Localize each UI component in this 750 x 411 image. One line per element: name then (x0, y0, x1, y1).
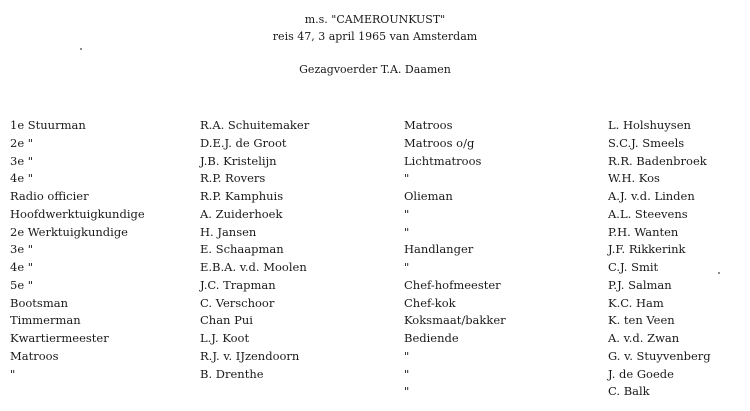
names-column-right (608, 117, 711, 401)
rank-label: Timmerman (10, 313, 81, 328)
crew-name: B. Drenthe (200, 366, 264, 381)
rank-label: Matroos (10, 348, 59, 363)
rank-label: Chef-kok (404, 295, 456, 310)
rank-label: Matroos (404, 118, 453, 132)
rank-label: Bootsman (10, 295, 68, 310)
crew-name: A.L. Steevens (608, 206, 688, 221)
crew-name: R.R. Badenbroek (608, 153, 707, 168)
crew-name: C. Verschoor (200, 295, 275, 310)
rank-label: " (404, 224, 410, 239)
rank-label: " (10, 366, 16, 381)
rank-label: " (404, 206, 410, 221)
crew-name: R.P. Rovers (200, 171, 266, 186)
scan-speck (718, 272, 720, 274)
crew-name: C.J. Smit (608, 260, 659, 274)
crew-name: K. ten Veen (608, 313, 675, 328)
crew-name: G. v. Stuyvenberg (608, 348, 711, 363)
rank-label: 2e " (10, 135, 34, 150)
rank-label: " (404, 171, 410, 186)
crew-name: R.A. Schuitemaker (200, 118, 310, 132)
crew-name: J. de Goede (608, 366, 674, 381)
rank-label: " (404, 348, 410, 363)
rank-label: 4e " (10, 260, 34, 274)
rank-label: " (404, 260, 410, 274)
rank-label: Handlanger (404, 242, 474, 257)
rank-label: Radio officier (10, 189, 89, 203)
rank-label: 3e " (10, 153, 34, 168)
crew-name: D.E.J. de Groot (200, 135, 287, 150)
rank-label: 5e " (10, 277, 34, 292)
captain-line: Gezagvoerder T.A. Daamen (299, 63, 451, 76)
rank-label: Hoofdwerktuigkundige (10, 206, 145, 221)
crew-name: A. v.d. Zwan (608, 331, 680, 345)
ranks-column-right (404, 117, 506, 401)
crew-name: R.J. v. IJzendoorn (200, 348, 300, 363)
crew-name: J.F. Rikkerink (608, 242, 686, 257)
crew-name: L.J. Koot (200, 331, 250, 345)
crew-name: W.H. Kos (608, 171, 660, 186)
crew-name: J.C. Trapman (200, 277, 276, 292)
crew-name: K.C. Ham (608, 295, 664, 310)
rank-label: Bediende (404, 331, 459, 345)
rank-label: Matroos o/g (404, 135, 475, 150)
crew-name: L. Holshuysen (608, 118, 691, 132)
ship-name: m.s. "CAMEROUNKUST" (304, 13, 446, 26)
crew-name: R.P. Kamphuis (200, 189, 284, 203)
rank-label: 4e " (10, 171, 34, 186)
names-column-left (200, 117, 309, 383)
rank-label: Kwartiermeester (10, 331, 109, 345)
crew-name: J.B. Kristelijn (200, 153, 277, 168)
crew-name: H. Jansen (200, 224, 257, 239)
crew-name: E.B.A. v.d. Moolen (200, 260, 307, 274)
crew-name: C. Balk (608, 384, 650, 399)
crew-name: S.C.J. Smeels (608, 135, 685, 150)
rank-label: Chef-hofmeester (404, 277, 501, 292)
ranks-column-left (10, 117, 145, 383)
rank-label: 1e Stuurman (10, 118, 86, 132)
rank-label: Lichtmatroos (404, 153, 482, 168)
rank-label: " (404, 384, 410, 399)
rank-label: 3e " (10, 242, 34, 257)
rank-label: Olieman (404, 189, 453, 203)
rank-label: Koksmaat/bakker (404, 313, 506, 328)
crew-name: A. Zuiderhoek (200, 206, 283, 221)
scan-speck (80, 48, 82, 50)
rank-label: " (404, 366, 410, 381)
rank-label: 2e Werktuigkundige (10, 224, 128, 239)
crew-name: E. Schaapman (200, 242, 284, 257)
voyage-line: reis 47, 3 april 1965 van Amsterdam (272, 30, 478, 43)
crew-name: A.J. v.d. Linden (608, 189, 695, 203)
crew-name: P.J. Salman (608, 277, 672, 292)
crew-name: Chan Pui (200, 313, 253, 328)
crew-name: P.H. Wanten (608, 224, 679, 239)
